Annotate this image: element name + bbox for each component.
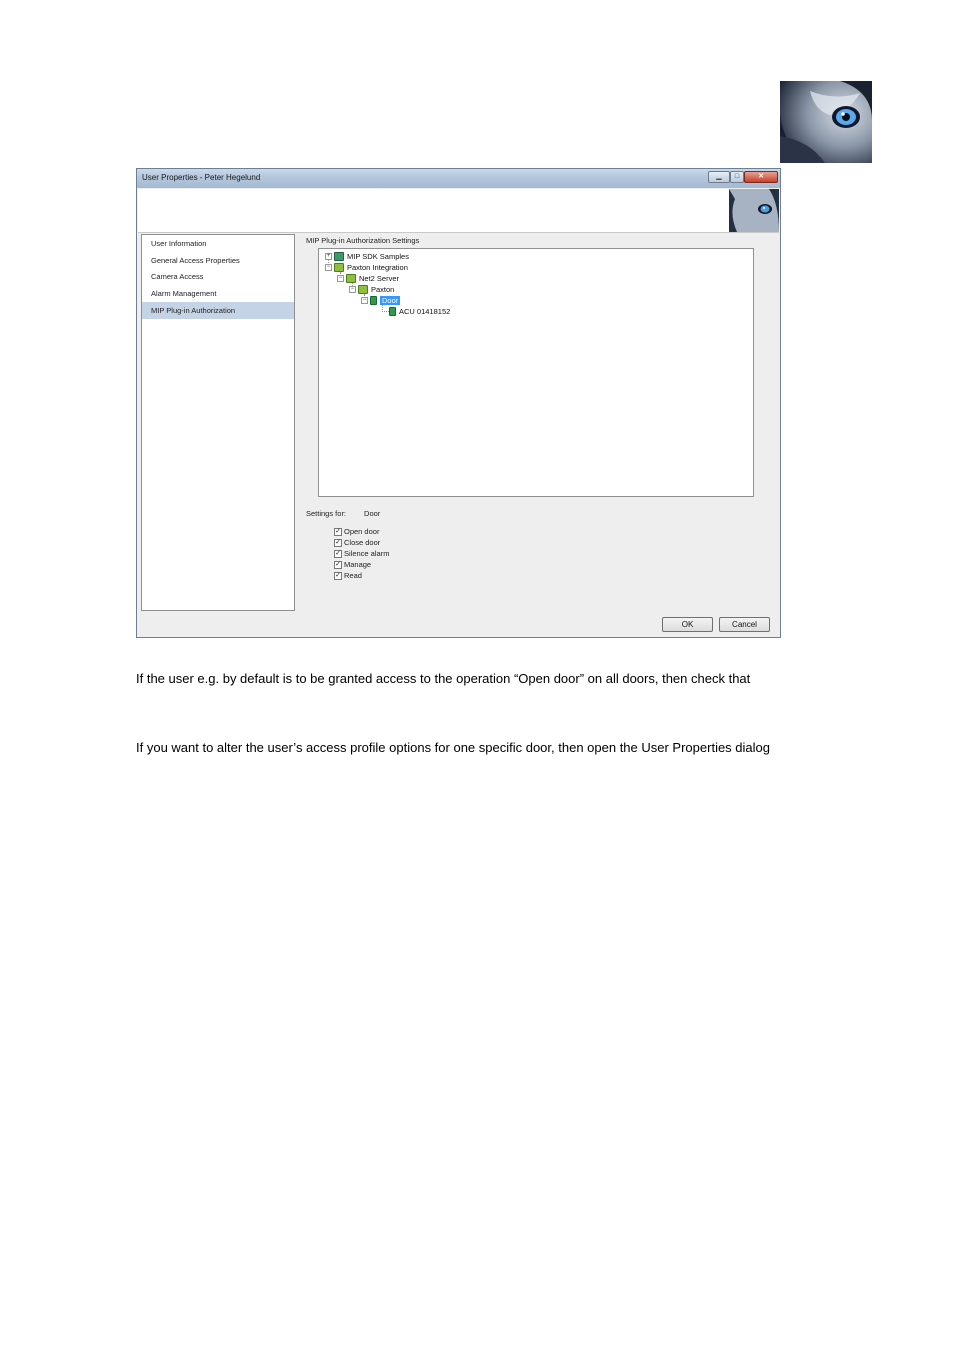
nav-item-camera-access[interactable] [142,268,294,285]
tree-node-paxton[interactable] [349,284,394,295]
checkbox-label: Silence alarm [344,549,390,558]
collapse-icon[interactable]: − [362,297,367,303]
checkbox-label: Read [344,571,362,580]
maximize-button[interactable] [730,171,744,183]
tree-node-door[interactable] [361,295,400,306]
nav-item-label: General Access Properties [151,256,240,265]
checkbox-checked-icon[interactable]: ✓ [335,527,341,535]
navigation-panel [141,234,295,611]
door-icon [389,307,396,316]
collapse-icon[interactable]: − [350,286,355,292]
expand-icon[interactable]: + [326,253,331,259]
nav-item-mip-plugin-authorization[interactable] [142,302,294,319]
close-icon: ✕ [758,173,764,180]
tree-node-label: Door [382,296,399,305]
nav-item-general-access-properties[interactable] [142,252,294,269]
nav-item-label: User Information [151,239,207,248]
nav-item-label: Camera Access [151,272,204,281]
checkbox-read[interactable] [334,570,362,581]
collapse-icon[interactable]: − [338,275,343,281]
tree-node-label: Paxton Integration [347,263,408,272]
checkbox-label: Open door [344,527,380,536]
tree-node-paxton-integration[interactable] [325,262,408,273]
checkbox-silence-alarm[interactable] [334,548,389,559]
wolf-logo-image [780,81,872,163]
nav-item-label: Alarm Management [151,289,217,298]
tree-node-acu[interactable] [389,306,450,317]
nav-item-label: MIP Plug-in Authorization [151,306,236,315]
tree-node-label: Net2 Server [359,274,400,283]
checkbox-manage[interactable] [334,559,371,570]
settings-for-row [306,509,380,518]
checkbox-checked-icon[interactable]: ✓ [335,549,341,557]
tree-connector [382,311,389,312]
user-properties-dialog [136,168,781,638]
section-label: MIP Plug-in Authorization Settings [306,236,420,245]
checkbox-checked-icon[interactable]: ✓ [335,538,341,546]
checkbox-open-door[interactable] [334,526,379,537]
folder-icon [358,285,368,294]
tree-node-net2-server[interactable] [337,273,399,284]
collapse-icon[interactable]: − [326,264,331,270]
ok-button[interactable]: OK [662,617,713,632]
nav-item-user-information[interactable] [142,235,294,252]
tree-node-label: MIP SDK Samples [347,252,409,261]
paragraph-specific-door: If you want to alter the user’s access profile options for one specific door, then open the User Properties dialog [136,740,770,755]
dialog-title: User Properties - Peter Hegelund [142,173,261,182]
authorization-tree[interactable] [318,248,754,497]
nav-item-alarm-management[interactable] [142,285,294,302]
wolf-banner-image [729,189,779,232]
minimize-button[interactable] [708,171,730,183]
checkbox-label: Manage [344,560,372,569]
checkbox-checked-icon[interactable]: ✓ [335,560,341,568]
dialog-title-bar[interactable] [137,169,780,188]
maximize-icon: □ [734,173,740,180]
checkbox-close-door[interactable] [334,537,380,548]
checkbox-checked-icon[interactable]: ✓ [335,571,341,579]
plugin-icon [334,252,344,261]
tree-node-mip-sdk-samples[interactable] [325,251,409,262]
close-button[interactable] [744,171,778,183]
tree-node-label: Paxton [371,285,395,294]
dialog-banner [138,189,779,233]
paragraph-open-door: If the user e.g. by default is to be granted access to the operation “Open door” on all doors, then check that [136,671,751,686]
checkbox-label: Close door [344,538,381,547]
settings-for-value: Door [364,509,381,518]
settings-for-label: Settings for: [306,509,347,518]
minimize-icon: ▁ [716,173,722,180]
cancel-button[interactable]: Cancel [719,617,770,632]
server-icon [346,274,356,283]
plugin-icon [334,263,344,272]
tree-node-label: ACU 01418152 [399,307,451,316]
door-icon [370,296,377,305]
